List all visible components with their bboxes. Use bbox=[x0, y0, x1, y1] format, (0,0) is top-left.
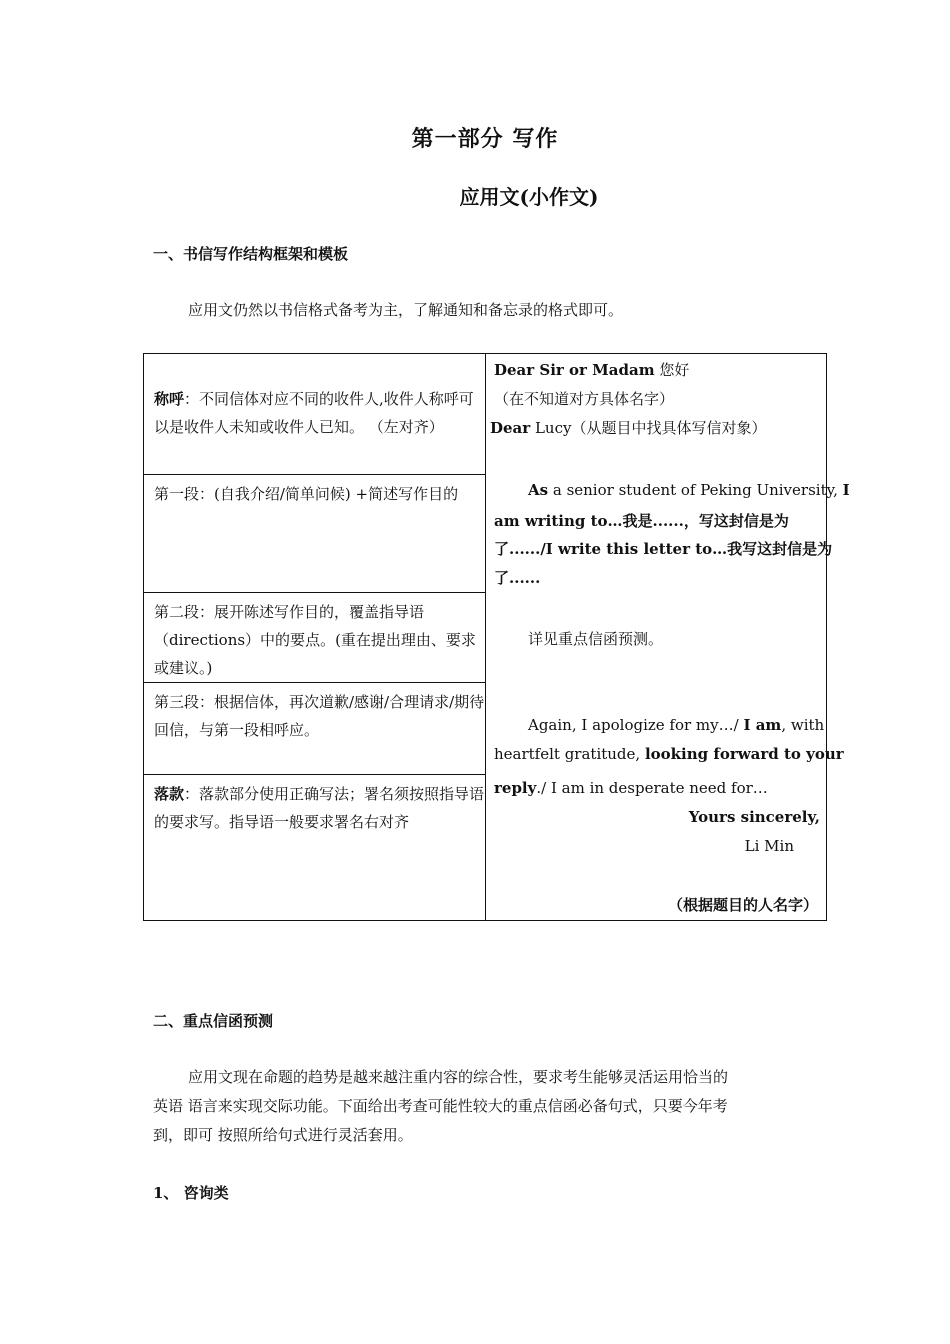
cell-signature bbox=[144, 775, 486, 921]
cell-salutation bbox=[144, 354, 486, 475]
page-title: 第一部分 写作 bbox=[411, 126, 559, 152]
signature-name: Li Min bbox=[744, 837, 794, 855]
cell-template-example bbox=[486, 354, 850, 921]
paragraph2-desc: 第二段：展开陈述写作目的，覆盖指导语（directions）中的要点。(重在提出理由、要求或建议。) bbox=[154, 603, 476, 677]
p1-line3: 了....../I write this letter to…我写这封信是为 bbox=[494, 540, 833, 558]
p3-line3: reply./ I am in desperate need for… bbox=[494, 779, 768, 797]
section2-para-line2: 英语 语言来实现交际功能。下面给出考查可能性较大的重点信函必备句式，只要今年考 bbox=[153, 1097, 728, 1115]
salutation-note: （在不知道对方具体名字） bbox=[494, 390, 675, 408]
section1-heading: 一、书信写作结构框架和模板 bbox=[153, 245, 349, 263]
page-subtitle: 应用文(小作文) bbox=[459, 185, 599, 209]
salutation-example: Dear Sir or Madam 您好 bbox=[494, 361, 690, 379]
section1-intro: 应用文仍然以书信格式备考为主，了解通知和备忘录的格式即可。 bbox=[188, 301, 624, 319]
section2-para-line3: 到，即可 按照所给句式进行灵活套用。 bbox=[153, 1126, 413, 1144]
salutation-label: 称呼 bbox=[154, 390, 185, 408]
p3-line1: Again, I apologize for my…/ I am, with bbox=[528, 716, 825, 734]
signature-desc: ：落款部分使用正确写法；署名须按照指导语的要求写。指导语一般要求署名右对齐 bbox=[154, 785, 485, 831]
cell-paragraph1 bbox=[144, 475, 486, 593]
salutation-desc: ：不同信体对应不同的收件人,收件人称呼可以是收件人未知或收件人已知。 （左对齐） bbox=[154, 390, 474, 436]
section2-para-line1: 应用文现在命题的趋势是越来越注重内容的综合性，要求考生能够灵活运用恰当的 bbox=[188, 1068, 729, 1086]
cell-paragraph2 bbox=[144, 593, 486, 683]
cell-paragraph3 bbox=[144, 683, 486, 775]
section2-heading: 二、重点信函预测 bbox=[153, 1012, 274, 1030]
signature-label: 落款 bbox=[154, 785, 185, 803]
p1-line2: am writing to…我是......，写这封信是为 bbox=[494, 512, 789, 530]
p1-line1: As a senior student of Peking University, I bbox=[528, 481, 850, 499]
p2-text: 详见重点信函预测。 bbox=[528, 630, 664, 648]
p1-line4: 了...... bbox=[494, 569, 541, 587]
closing: Yours sincerely, bbox=[688, 808, 820, 826]
p3-line2: heartfelt gratitude, looking forward to your bbox=[494, 745, 844, 763]
paragraph3-desc: 第三段：根据信体，再次道歉/感谢/合理请求/期待回信，与第一段相呼应。 bbox=[154, 693, 485, 739]
name-note: （根据题目的人名字） bbox=[667, 896, 818, 914]
letter-template-table bbox=[143, 353, 850, 921]
item1-heading: 1、 咨询类 bbox=[153, 1184, 229, 1202]
dear-example: Dear Lucy（从题目中找具体写信对象） bbox=[490, 419, 767, 437]
paragraph1-desc: 第一段：(自我介绍/简单问候) +简述写作目的 bbox=[154, 485, 459, 503]
